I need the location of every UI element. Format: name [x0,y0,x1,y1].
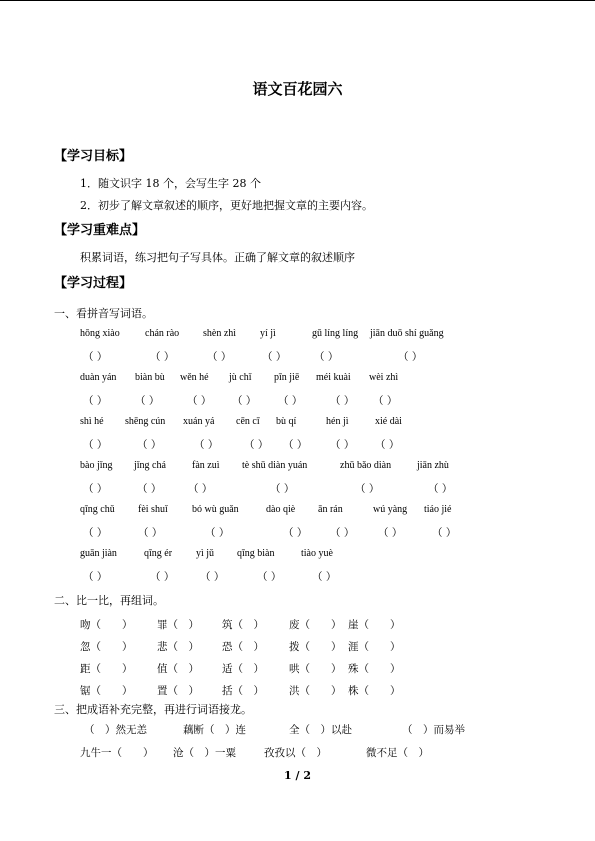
compare-item: 殊（ ） [348,663,401,675]
pinyin-word: pīn jiē [274,372,300,383]
compare-item: 悲（ ） [157,641,199,653]
pinyin-word: shì hé [80,416,104,427]
compare-item: 值（ ） [157,663,199,675]
answer-bracket: （ ） [378,527,403,539]
pinyin-word: cēn cī [236,416,260,427]
answer-bracket: （ ） [137,439,162,451]
answer-bracket: （ ） [432,527,457,539]
answer-bracket: （ ） [83,571,108,583]
idiom-item: 沧（ ）一粟 [173,747,236,759]
answer-bracket: （ ） [200,571,225,583]
pinyin-word: tiáo jié [424,504,452,515]
pinyin-word: bó wù guǎn [192,504,239,515]
answer-bracket: （ ） [375,439,400,451]
pinyin-word: tè shū diàn yuán [242,460,308,471]
answer-bracket: （ ） [138,527,163,539]
answer-bracket: （ ） [428,483,453,495]
answer-bracket: （ ） [194,439,219,451]
pinyin-word: fèi shuǐ [138,504,168,515]
answer-bracket: （ ） [83,439,108,451]
pinyin-word: biàn bù [135,372,165,383]
compare-item: 适（ ） [222,663,264,675]
process-heading: 【学习过程】 [54,276,133,291]
page-number: 1 / 2 [284,769,311,782]
answer-bracket: （ ） [283,527,308,539]
compare-item: 拨（ ） [289,641,342,653]
pinyin-word: jiān zhù [417,460,449,471]
key-points-heading: 【学习重难点】 [54,223,146,238]
pinyin-word: chán rào [145,328,180,339]
idiom-item: （ ）然无恙 [84,724,147,736]
section2-title: 二、比一比，再组词。 [54,594,164,607]
idiom-item: 全（ ）以赴 [289,724,352,736]
answer-bracket: （ ） [314,351,339,363]
pinyin-word: bào jǐng [80,460,113,471]
compare-item: 置（ ） [157,685,199,697]
answer-bracket: （ ） [135,395,160,407]
pinyin-word: guān jiàn [80,548,117,559]
compare-item: 吻（ ） [80,619,133,631]
compare-item: 洪（ ） [289,685,342,697]
compare-item: 锯（ ） [80,685,133,697]
pinyin-word: ān rán [318,504,343,515]
idiom-item: 九牛一（ ） [80,747,154,759]
goals-heading: 【学习目标】 [54,149,133,164]
answer-bracket: （ ） [330,395,355,407]
idiom-item: 微不足（ ） [366,747,429,759]
pinyin-word: tiào yuè [301,548,333,559]
pinyin-word: hōng xiào [80,328,120,339]
pinyin-word: wěn hé [180,372,209,383]
goal-item: 2．初步了解文章叙述的顺序，更好地把握文章的主要内容。 [80,199,373,212]
pinyin-word: jù chǐ [229,372,252,383]
pinyin-word: shēng cún [125,416,166,427]
idiom-item: （ ）而易举 [402,724,465,736]
answer-bracket: （ ） [188,483,213,495]
pinyin-word: dào qiè [266,504,296,515]
pinyin-word: hén jì [326,416,349,427]
answer-bracket: （ ） [257,571,282,583]
answer-bracket: （ ） [83,527,108,539]
compare-item: 涯（ ） [348,641,401,653]
answer-bracket: （ ） [330,527,355,539]
page-top-rule [0,0,595,1]
compare-item: 恐（ ） [222,641,264,653]
compare-item: 距（ ） [80,663,133,675]
answer-bracket: （ ） [270,483,295,495]
compare-item: 废（ ） [289,619,342,631]
pinyin-word: yí jì [260,328,276,339]
answer-bracket: （ ） [244,439,269,451]
answer-bracket: （ ） [278,395,303,407]
answer-bracket: （ ） [83,351,108,363]
pinyin-word: wèi zhì [369,372,399,383]
goal-item: 1．随文识字 18 个，会写生字 28 个 [80,177,261,190]
answer-bracket: （ ） [150,351,175,363]
answer-bracket: （ ） [312,571,337,583]
pinyin-word: qīng ér [144,548,173,559]
pinyin-word: jiān duō shí guǎng [370,328,444,339]
section3-title: 三、把成语补充完整，再进行词语接龙。 [54,703,252,716]
pinyin-word: xuán yá [183,416,215,427]
answer-bracket: （ ） [373,395,398,407]
idiom-item: 孜孜以（ ） [264,747,327,759]
compare-item: 筑（ ） [222,619,264,631]
pinyin-word: gū líng líng [312,328,359,339]
compare-item: 株（ ） [348,685,401,697]
compare-item: 忽（ ） [80,641,133,653]
section1-title: 一、看拼音写词语。 [54,307,153,320]
pinyin-word: qīng biàn [237,548,275,559]
answer-bracket: （ ） [150,571,175,583]
answer-bracket: （ ） [83,483,108,495]
compare-item: 括（ ） [222,685,264,697]
answer-bracket: （ ） [355,483,380,495]
compare-item: 崖（ ） [348,619,401,631]
answer-bracket: （ ） [207,351,232,363]
answer-bracket: （ ） [232,395,257,407]
pinyin-word: xié dài [375,416,402,427]
compare-item: 哄（ ） [289,663,342,675]
compare-item: 罪（ ） [157,619,199,631]
pinyin-word: fàn zuì [192,460,220,471]
key-points-text: 积累词语，练习把句子写具体。正确了解文章的叙述顺序 [80,251,355,264]
answer-bracket: （ ） [330,439,355,451]
pinyin-word: bù qí [276,416,297,427]
answer-bracket: （ ） [398,351,423,363]
answer-bracket: （ ） [283,439,308,451]
answer-bracket: （ ） [187,395,212,407]
answer-bracket: （ ） [83,395,108,407]
pinyin-word: méi kuài [316,372,351,383]
page-title: 语文百花园六 [252,80,343,98]
answer-bracket: （ ） [262,351,287,363]
pinyin-word: duàn yán [80,372,117,383]
answer-bracket: （ ） [205,527,230,539]
pinyin-word: qīng chǔ [80,504,115,515]
pinyin-word: yì jǔ [196,548,215,559]
pinyin-word: jǐng chá [134,460,166,471]
pinyin-word: wú yàng [373,504,408,515]
pinyin-word: zhū bǎo diàn [340,460,392,471]
pinyin-word: shèn zhì [203,328,237,339]
idiom-item: 藕断（ ）连 [183,724,246,736]
answer-bracket: （ ） [137,483,162,495]
